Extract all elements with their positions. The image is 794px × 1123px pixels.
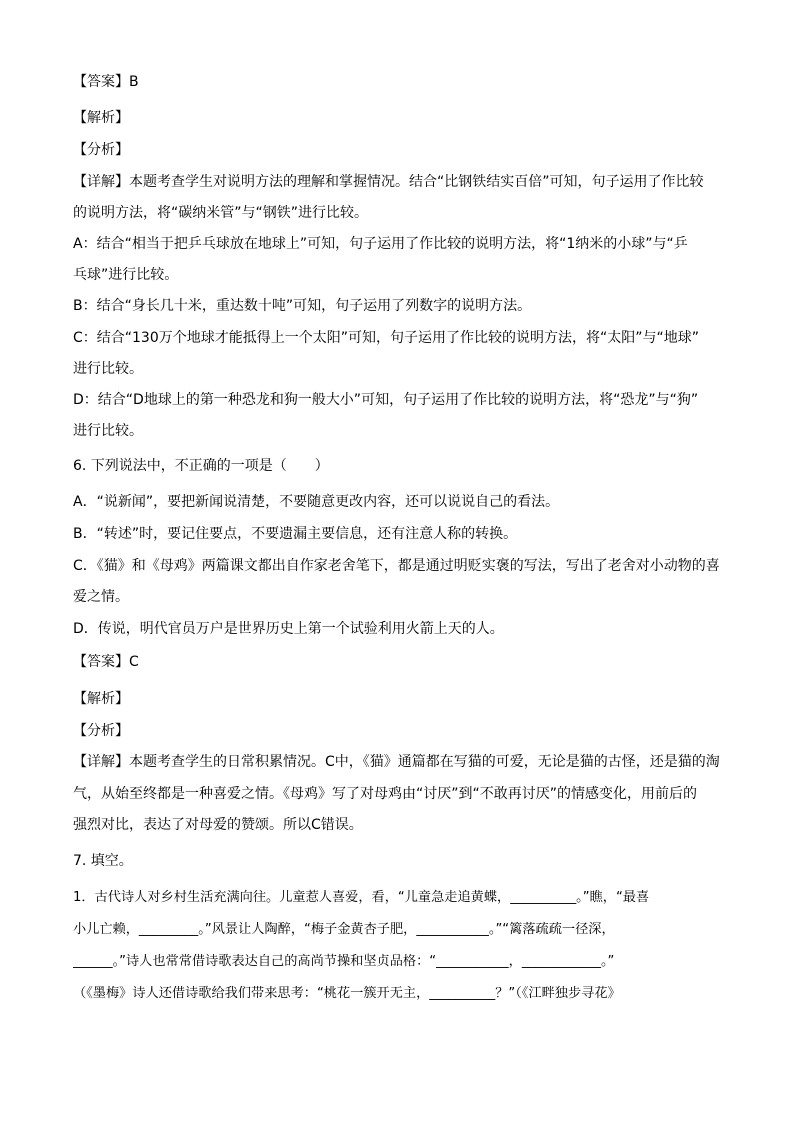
option-a-line: A：结合“相当于把乒乓球放在地球上”可知，句子运用了作比较的说明方法，将“1纳米的小球”与“乒 bbox=[73, 236, 688, 252]
question-6-option: D．传说，明代官员万户是世界历史上第一个试验利用火箭上天的人。 bbox=[73, 621, 504, 637]
detail-line: 的说明方法，将“碳纳米管”与“钢铁”进行比较。 bbox=[73, 205, 369, 221]
fill-blank-line: 小儿亡赖，_________。”风景让人陶醉，“梅子金黄杏子肥，___________。”“篱落疏疏一径深， bbox=[73, 922, 615, 937]
fill-blank-line: 1．古代诗人对乡村生活充满向往。儿童惹人喜爱，看，“儿童急走追黄蝶，__________。”瞧，“最喜 bbox=[73, 890, 650, 905]
fenxi-label-6: 【分析】 bbox=[73, 723, 129, 739]
answer-label-5: 【答案】B bbox=[73, 74, 139, 90]
detail-line: 气，从始至终都是一种喜爱之情。《母鸡》写了对母鸡由“讨厌”到“不敢再讨厌”的情感变化，用前后的 bbox=[73, 786, 698, 802]
analysis-label-6: 【解析】 bbox=[73, 691, 129, 707]
question-6-stem: 6. 下列说法中，不正确的一项是（ ） bbox=[73, 458, 329, 474]
option-a-line: 乓球”进行比较。 bbox=[73, 267, 179, 283]
detail-line: 强烈对比，表达了对母爱的赞颂。所以C错误。 bbox=[73, 817, 363, 833]
option-c-line: C：结合“130万个地球才能抵得上一个太阳”可知，句子运用了作比较的说明方法，将“太阳”与“地球” bbox=[73, 330, 700, 346]
detail-line: 【详解】本题考查学生的日常积累情况。C中，《猫》通篇都在写猫的可爱，无论是猫的古怪，还是猫的淘 bbox=[73, 754, 720, 770]
answer-label-6: 【答案】C bbox=[73, 654, 139, 670]
question-6-option: C．《猫》和《母鸡》两篇课文都出自作家老舍笔下，都是通过明贬实褒的写法，写出了老舍对小动物的喜 bbox=[73, 558, 720, 574]
option-b-line: B：结合“身长几十米，重达数十吨”可知，句子运用了列数字的说明方法。 bbox=[73, 298, 532, 314]
question-6-option: 爱之情。 bbox=[73, 589, 129, 605]
detail-line: 【详解】本题考查学生对说明方法的理解和掌握情况。结合“比钢铁结实百倍”可知，句子运用了作比较 bbox=[73, 174, 704, 190]
option-d-line: D：结合“D地球上的第一种恐龙和狗一般大小”可知，句子运用了作比较的说明方法，将“恐龙”与“狗” bbox=[73, 392, 699, 408]
analysis-label-5: 【解析】 bbox=[73, 110, 129, 126]
fill-blank-line: （《墨梅》诗人还借诗歌给我们带来思考：“桃花一簇开无主，__________？”（《江畔独步寻花》 bbox=[73, 986, 621, 1001]
question-6-option: A．“说新闻”，要把新闻说清楚，不要随意更改内容，还可以说说自己的看法。 bbox=[73, 494, 560, 510]
fenxi-label-5: 【分析】 bbox=[73, 142, 129, 158]
option-d-line: 进行比较。 bbox=[73, 423, 143, 439]
option-c-line: 进行比较。 bbox=[73, 361, 143, 377]
fill-blank-line: ______。”诗人也常常借诗歌表达自己的高尚节操和坚贞品格：“___________，____________。” bbox=[73, 954, 615, 969]
question-7-stem: 7. 填空。 bbox=[73, 853, 133, 869]
question-6-option: B．“转述”时，要记住要点，不要遗漏主要信息，还有注意人称的转换。 bbox=[73, 526, 518, 542]
